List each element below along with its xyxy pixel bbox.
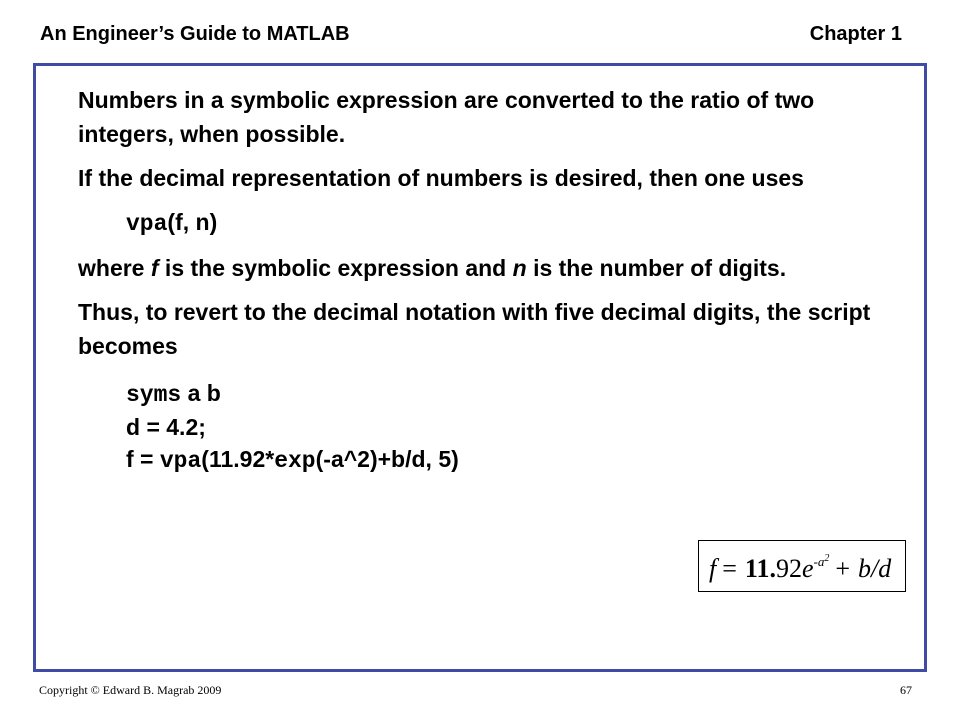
line3-vpa: vpa bbox=[159, 448, 202, 474]
where-f: f bbox=[150, 255, 159, 281]
slide-frame bbox=[33, 63, 927, 672]
result-exponent-base: -a bbox=[813, 554, 825, 569]
code-script bbox=[126, 377, 878, 477]
script-line-3 bbox=[126, 443, 878, 477]
result-e: e bbox=[801, 554, 814, 583]
where-text-a: where bbox=[78, 255, 151, 281]
where-text-c: is the number of digits. bbox=[526, 255, 787, 281]
chapter-label: Chapter 1 bbox=[809, 23, 902, 45]
syms-keyword: syms bbox=[126, 382, 182, 408]
where-text-b: is the symbolic expression and bbox=[158, 255, 513, 281]
result-formula-box bbox=[698, 540, 906, 592]
result-exponent-power: 2 bbox=[824, 553, 830, 564]
script-line-1 bbox=[126, 377, 878, 411]
script-line-2: d = 4.2; bbox=[126, 414, 206, 440]
vpa-args: (f, n) bbox=[167, 209, 218, 235]
line3-rest: (-a^2)+b/d, 5) bbox=[315, 446, 459, 472]
result-plus: + bbox=[835, 554, 851, 583]
result-equals: = bbox=[722, 554, 737, 583]
paragraph-revert: Thus, to revert to the decimal notation with five decimal digits, the script becomes bbox=[78, 299, 871, 359]
vpa-keyword: vpa bbox=[126, 211, 168, 237]
result-b-over-d: b/d bbox=[858, 554, 892, 583]
page-number: 67 bbox=[900, 683, 912, 697]
result-exponent bbox=[814, 554, 830, 569]
where-n: n bbox=[512, 255, 527, 281]
paragraph-decimal: If the decimal representation of numbers is desired, then one uses bbox=[78, 165, 804, 191]
result-f: f bbox=[709, 554, 717, 583]
copyright-footer: Copyright © Edward B. Magrab 2009 bbox=[39, 683, 222, 697]
line3-exp: exp bbox=[274, 448, 316, 474]
syms-args: a b bbox=[181, 380, 221, 406]
result-coef-int: 11. bbox=[744, 554, 776, 583]
slide-content bbox=[78, 83, 878, 477]
paragraph-where bbox=[78, 251, 878, 285]
line3-coef: (11.92* bbox=[201, 446, 275, 472]
header-title: An Engineer’s Guide to MATLAB bbox=[40, 23, 350, 45]
paragraph-rational: Numbers in a symbolic expression are converted to the ratio of two integers, when possible. bbox=[78, 87, 815, 147]
line3-lhs: f = bbox=[126, 446, 160, 472]
result-coef-dec: 92 bbox=[775, 554, 802, 583]
vpa-syntax bbox=[126, 205, 878, 241]
